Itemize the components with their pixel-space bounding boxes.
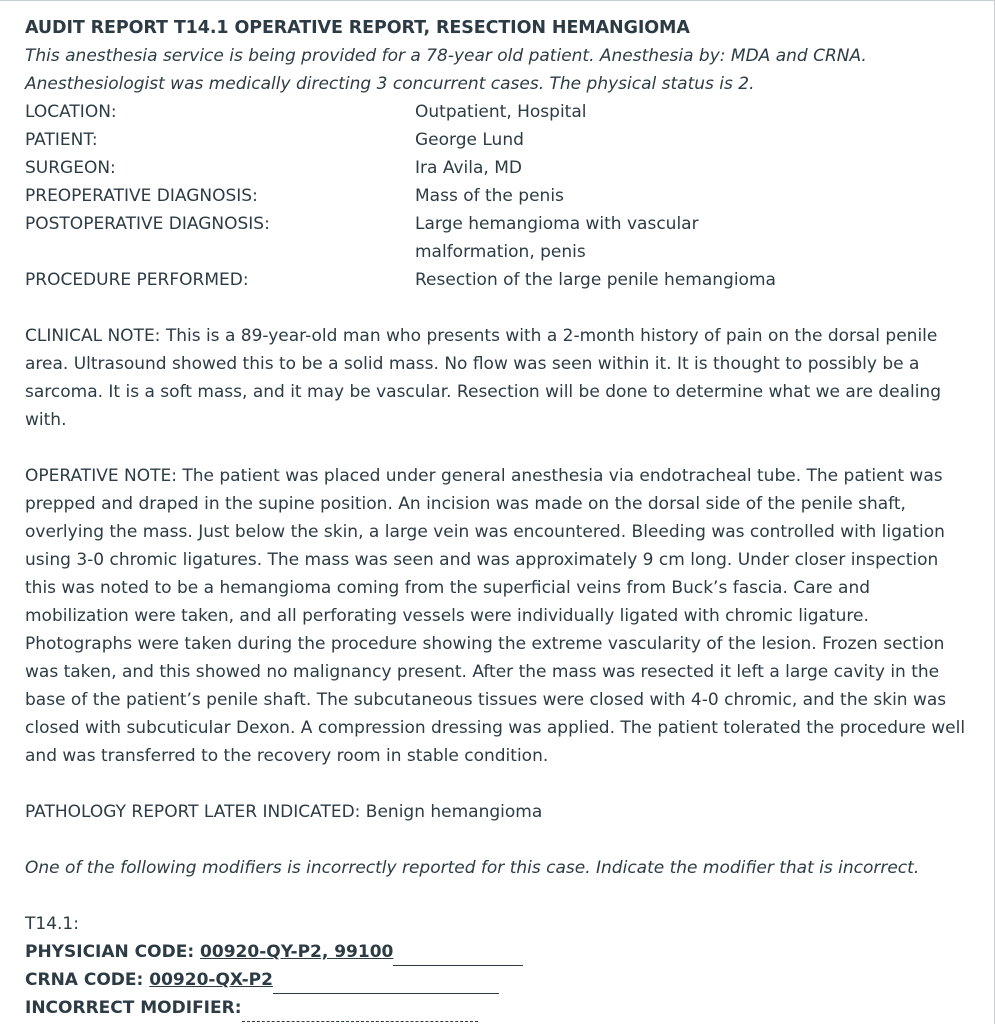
physician-code-label: PHYSICIAN CODE: bbox=[25, 942, 195, 962]
clinical-note: CLINICAL NOTE: This is a 89-year-old man who presents with a 2-month history of pain on the dorsal penile area. Ultrasound showed this to be a solid mass. No flow was seen within it. It is thought to possibly be a sarcoma. It is a soft mass, and it may be vascular. Resection will be done to determine what we are dealing with. bbox=[25, 326, 941, 430]
field-value: Ira Avila, MD bbox=[415, 158, 522, 178]
crna-code-line bbox=[25, 966, 970, 994]
incorrect-modifier-blank[interactable] bbox=[242, 1001, 478, 1022]
field-value: Outpatient, Hospital bbox=[415, 102, 587, 122]
case-id: T14.1: bbox=[25, 914, 79, 934]
physician-code-value: 00920-QY-P2, 99100 bbox=[200, 942, 394, 962]
report-title: AUDIT REPORT T14.1 OPERATIVE REPORT, RESECTION HEMANGIOMA bbox=[25, 18, 690, 38]
physician-code-line bbox=[25, 938, 970, 966]
crna-code-label: CRNA CODE: bbox=[25, 970, 144, 990]
field-value: Resection of the large penile hemangioma bbox=[415, 270, 776, 290]
field-label: POSTOPERATIVE DIAGNOSIS: bbox=[25, 214, 270, 234]
report-intro: This anesthesia service is being provided for a 78-year old patient. Anesthesia by: MDA and CRNA. Anesthesiologist was medically directing 3 concurrent cases. The physical status is 2. bbox=[25, 46, 867, 94]
field-procedure bbox=[25, 266, 970, 294]
incorrect-modifier-line bbox=[25, 994, 970, 1022]
field-value: Mass of the penis bbox=[415, 186, 564, 206]
field-label: SURGEON: bbox=[25, 158, 116, 178]
field-value: Large hemangioma with vascular malformation, penis bbox=[415, 214, 699, 262]
field-label: LOCATION: bbox=[25, 102, 117, 122]
audit-report-document bbox=[25, 14, 970, 1022]
answer-block bbox=[25, 910, 970, 1022]
question-text: One of the following modifiers is incorrectly reported for this case. Indicate the modifier that is incorrect. bbox=[25, 858, 920, 878]
field-value: George Lund bbox=[415, 130, 524, 150]
field-label: PREOPERATIVE DIAGNOSIS: bbox=[25, 186, 258, 206]
field-label: PATIENT: bbox=[25, 130, 98, 150]
field-surgeon bbox=[25, 154, 970, 182]
field-patient bbox=[25, 126, 970, 154]
field-location bbox=[25, 98, 970, 126]
crna-code-blank bbox=[273, 973, 499, 994]
incorrect-modifier-label: INCORRECT MODIFIER: bbox=[25, 998, 242, 1018]
field-postop-diagnosis bbox=[25, 210, 970, 266]
operative-note: OPERATIVE NOTE: The patient was placed under general anesthesia via endotracheal tube. The patient was prepped and draped in the supine position. An incision was made on the dorsal side of the penile shaft, overlying the mass. Just below the skin, a large vein was encountered. Bleeding was controlled with ligation using 3-0 chromic ligatures. The mass was seen and was approximately 9 cm long. Under closer inspection this was noted to be a hemangioma coming from the superficial veins from Buck’s fascia. Care and mobilization were taken, and all perforating vessels were individually ligated with chromic ligature. Photographs were taken during the procedure showing the extreme vascularity of the lesion. Frozen section was taken, and this showed no malignancy present. After the mass was resected it left a large cavity in the base of the patient’s penile shaft. The subcutaneous tissues were closed with 4-0 chromic, and the skin was closed with subcuticular Dexon. A compression dressing was applied. The patient tolerated the procedure well and was transferred to the recovery room in stable condition. bbox=[25, 466, 966, 766]
top-border bbox=[0, 0, 995, 1]
field-label: PROCEDURE PERFORMED: bbox=[25, 270, 249, 290]
crna-code-value: 00920-QX-P2 bbox=[149, 970, 273, 990]
report-fields bbox=[25, 98, 970, 294]
field-preop-diagnosis bbox=[25, 182, 970, 210]
physician-code-blank bbox=[393, 945, 523, 966]
pathology-note: PATHOLOGY REPORT LATER INDICATED: Benign hemangioma bbox=[25, 802, 543, 822]
